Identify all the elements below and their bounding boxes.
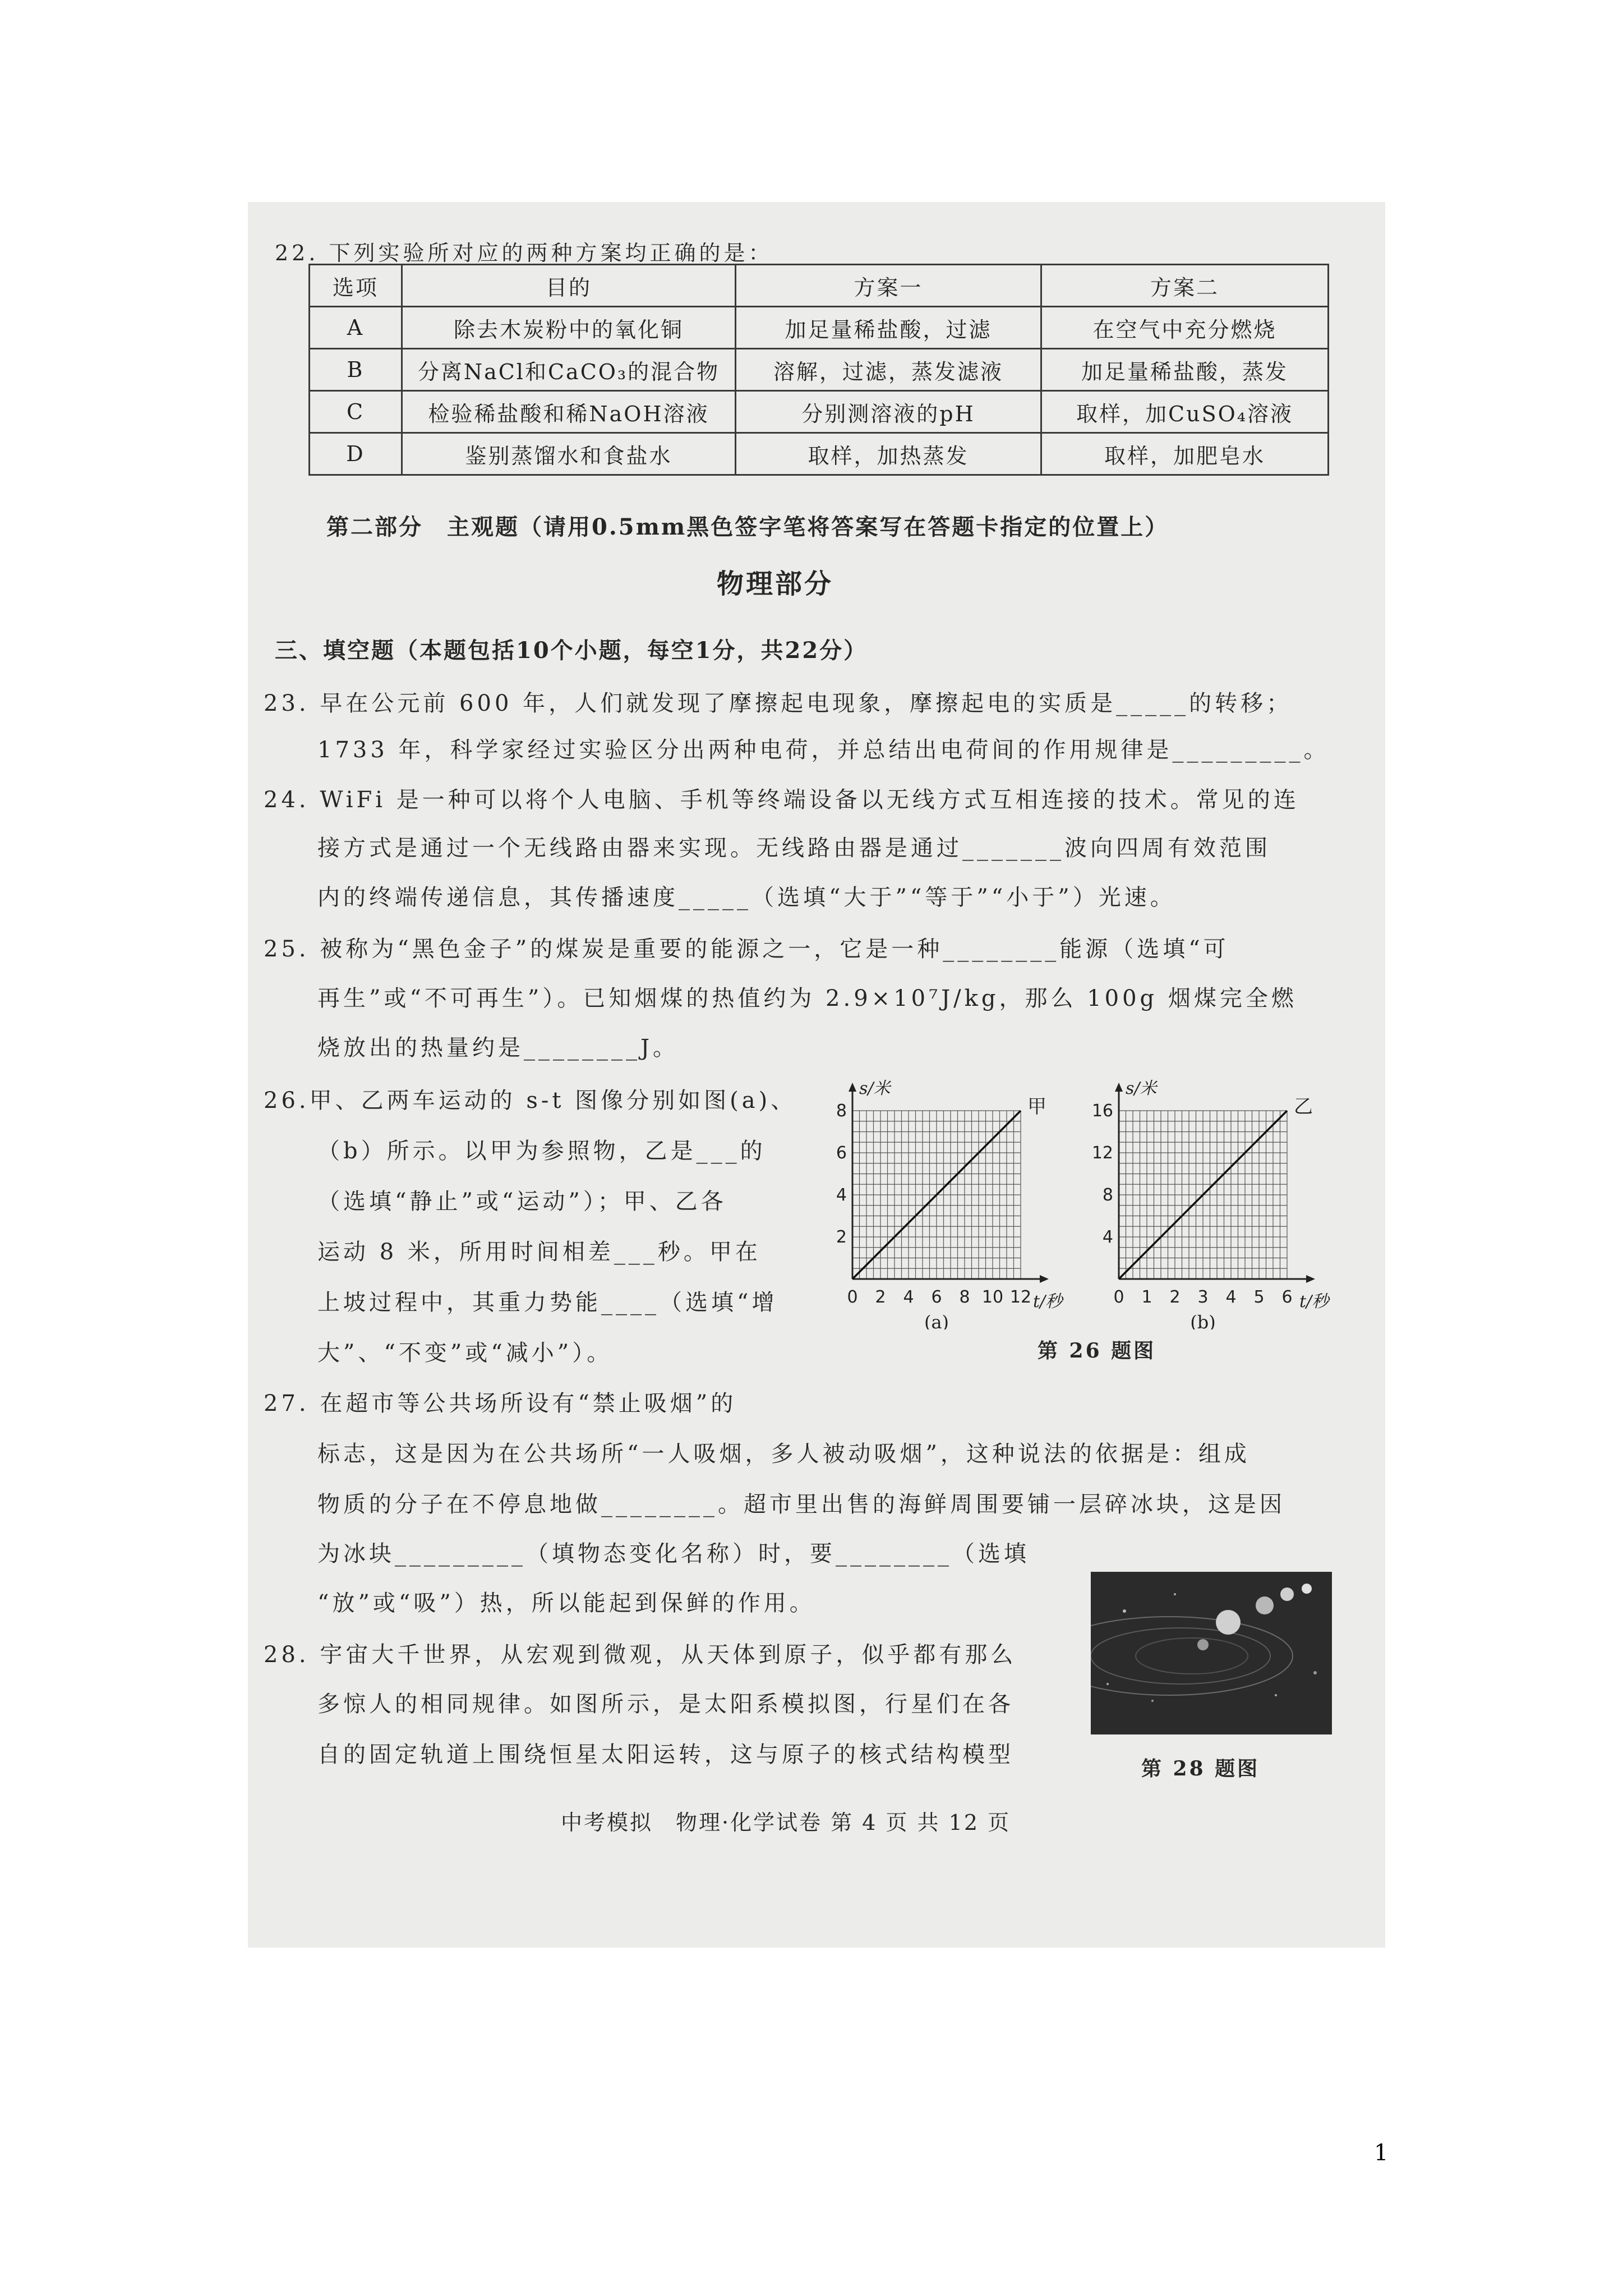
table-cell: C xyxy=(310,391,402,433)
q26-line2: （b）所示。以甲为参照物，乙是___的 xyxy=(317,1138,766,1164)
x-axis-arrow xyxy=(1040,1275,1049,1283)
y-axis-label: s/米 xyxy=(859,1079,891,1098)
y-axis-label: s/米 xyxy=(1126,1079,1157,1098)
q24-line1: 24. WiFi 是一种可以将个人电脑、手机等终端设备以无线方式互相连接的技术。常见的连 xyxy=(264,787,1299,813)
q27-line2: 标志，这是因为在公共场所“一人吸烟，多人被动吸烟”，这种说法的依据是：组成 xyxy=(317,1441,1250,1467)
part2-heading: 第二部分 主观题（请用0.5mm黑色签字笔将答案写在答题卡指定的位置上） xyxy=(326,514,1169,540)
table-cell: B xyxy=(310,349,402,391)
x-axis-label: t/秒 xyxy=(1033,1292,1063,1312)
q27-line3: 物质的分子在不停息地做________。超市里出售的海鲜周围要铺一层碎冰块，这是因 xyxy=(317,1492,1285,1517)
panel-label: (a) xyxy=(924,1312,949,1329)
q26-line1: 26.甲、乙两车运动的 s-t 图像分别如图(a)、 xyxy=(264,1088,797,1114)
x-tick-label: 12 xyxy=(1009,1287,1032,1307)
y-tick-label: 8 xyxy=(1102,1185,1113,1205)
q24-line3: 内的终端传递信息，其传播速度_____（选填“大于”“等于”“小于”）光速。 xyxy=(317,885,1176,910)
x-tick-label: 3 xyxy=(1197,1287,1209,1307)
x-tick-label: 4 xyxy=(1225,1287,1237,1307)
x-tick-label: 0 xyxy=(847,1287,858,1307)
q22-table xyxy=(308,264,1329,476)
x-tick-label: 0 xyxy=(1113,1287,1124,1307)
x-tick-label: 4 xyxy=(903,1287,914,1307)
table-cell: A xyxy=(310,307,402,349)
table-row xyxy=(310,391,1329,433)
solar-system-image xyxy=(1091,1572,1332,1734)
q25-line3: 烧放出的热量约是________J。 xyxy=(317,1035,679,1061)
table-cell: 在空气中充分燃烧 xyxy=(1041,307,1329,349)
section3-heading: 三、填空题（本题包括10个小题，每空1分，共22分） xyxy=(275,637,868,664)
q27-line1: 27. 在超市等公共场所设有“禁止吸烟”的 xyxy=(264,1391,737,1416)
q23-line1: 23. 早在公元前 600 年，人们就发现了摩擦起电现象，摩擦起电的实质是_____的转移； xyxy=(264,691,1293,716)
table-header-cell: 方案一 xyxy=(736,265,1041,307)
q25-line2: 再生”或“不可再生”）。已知烟煤的热值约为 2.9×10⁷J/kg，那么 100g 烟煤完全燃 xyxy=(317,986,1297,1011)
x-axis-arrow xyxy=(1306,1275,1315,1283)
q28-figure-caption: 第 28 题图 xyxy=(1141,1757,1260,1780)
table-cell: 取样，加肥皂水 xyxy=(1041,433,1329,475)
x-tick-label: 1 xyxy=(1141,1287,1152,1307)
y-tick-label: 4 xyxy=(1102,1227,1113,1247)
y-axis-arrow xyxy=(1115,1083,1123,1092)
q26-line4: 运动 8 米，所用时间相差___秒。甲在 xyxy=(317,1239,761,1265)
table-header-cell: 目的 xyxy=(402,265,736,307)
series-label: 乙 xyxy=(1294,1096,1313,1118)
table-cell: 分别测溶液的pH xyxy=(736,391,1041,433)
y-tick-label: 4 xyxy=(836,1185,847,1205)
q24-line2: 接方式是通过一个无线路由器来实现。无线路由器是通过_______波向四周有效范围 xyxy=(317,835,1271,861)
table-cell: 取样，加CuSO₄溶液 xyxy=(1041,391,1329,433)
table-cell: 取样，加热蒸发 xyxy=(736,433,1041,475)
y-tick-label: 12 xyxy=(1094,1143,1113,1163)
x-tick-label: 2 xyxy=(1169,1287,1181,1307)
y-tick-label: 2 xyxy=(836,1227,847,1247)
table-header-cell: 方案二 xyxy=(1041,265,1329,307)
table-cell: 溶解，过滤，蒸发滤液 xyxy=(736,349,1041,391)
q28-line3: 自的固定轨道上围绕恒星太阳运转，这与原子的核式结构模型 xyxy=(317,1742,1014,1768)
q28-line2: 多惊人的相同规律。如图所示，是太阳系模拟图，行星们在各 xyxy=(317,1691,1014,1717)
q26-line3: （选填“静止”或“运动”）；甲、乙各 xyxy=(317,1189,727,1214)
q23-line2: 1733 年，科学家经过实验区分出两种电荷，并总结出电荷间的作用规律是_________。 xyxy=(317,737,1330,763)
x-tick-label: 10 xyxy=(981,1287,1004,1307)
q25-line1: 25. 被称为“黑色金子”的煤炭是重要的能源之一，它是一种________能源（选填“可 xyxy=(264,936,1229,962)
q26-line6: 大”、“不变”或“减小”）。 xyxy=(317,1340,613,1366)
page-footer: 中考模拟 物理·化学试卷 第 4 页 共 12 页 xyxy=(561,1810,1011,1835)
table-row xyxy=(310,307,1329,349)
table-row xyxy=(310,349,1329,391)
y-tick-label: 16 xyxy=(1094,1101,1113,1121)
table-header-cell: 选项 xyxy=(310,265,402,307)
q27-line4: 为冰块_________（填物态变化名称）时，要________（选填 xyxy=(317,1541,1030,1567)
q22-stem: 22. 下列实验所对应的两种方案均正确的是： xyxy=(275,241,773,265)
q26-line5: 上坡过程中，其重力势能____（选填“增 xyxy=(317,1290,778,1315)
q27-line5: “放”或“吸”）热，所以能起到保鲜的作用。 xyxy=(317,1590,815,1616)
physics-title: 物理部分 xyxy=(717,568,834,600)
x-tick-label: 5 xyxy=(1253,1287,1265,1307)
page-number: 1 xyxy=(1374,2140,1389,2166)
y-axis-arrow xyxy=(849,1083,856,1092)
x-tick-label: 8 xyxy=(959,1287,970,1307)
q26-figure-caption: 第 26 题图 xyxy=(1038,1339,1156,1363)
panel-label: (b) xyxy=(1190,1312,1216,1329)
table-cell: 加足量稀盐酸，过滤 xyxy=(736,307,1041,349)
q28-line1: 28. 宇宙大千世界，从宏观到微观，从天体到原子，似乎都有那么 xyxy=(264,1642,1017,1668)
table-cell: D xyxy=(310,433,402,475)
series-label: 甲 xyxy=(1027,1096,1046,1118)
y-tick-label: 6 xyxy=(836,1143,847,1163)
table-cell: 除去木炭粉中的氧化铜 xyxy=(402,307,736,349)
table-row xyxy=(310,433,1329,475)
table-cell: 检验稀盐酸和稀NaOH溶液 xyxy=(402,391,736,433)
y-tick-label: 8 xyxy=(836,1101,847,1121)
x-axis-label: t/秒 xyxy=(1299,1292,1329,1312)
table-cell: 鉴别蒸馏水和食盐水 xyxy=(402,433,736,475)
x-tick-label: 6 xyxy=(931,1287,942,1307)
table-cell: 加足量稀盐酸，蒸发 xyxy=(1041,349,1329,391)
table-header-row xyxy=(310,265,1329,307)
x-tick-label: 2 xyxy=(875,1287,886,1307)
chart-b xyxy=(1094,1060,1363,1332)
x-tick-label: 6 xyxy=(1281,1287,1293,1307)
chart-a xyxy=(830,1060,1071,1332)
table-cell: 分离NaCl和CaCO₃的混合物 xyxy=(402,349,736,391)
